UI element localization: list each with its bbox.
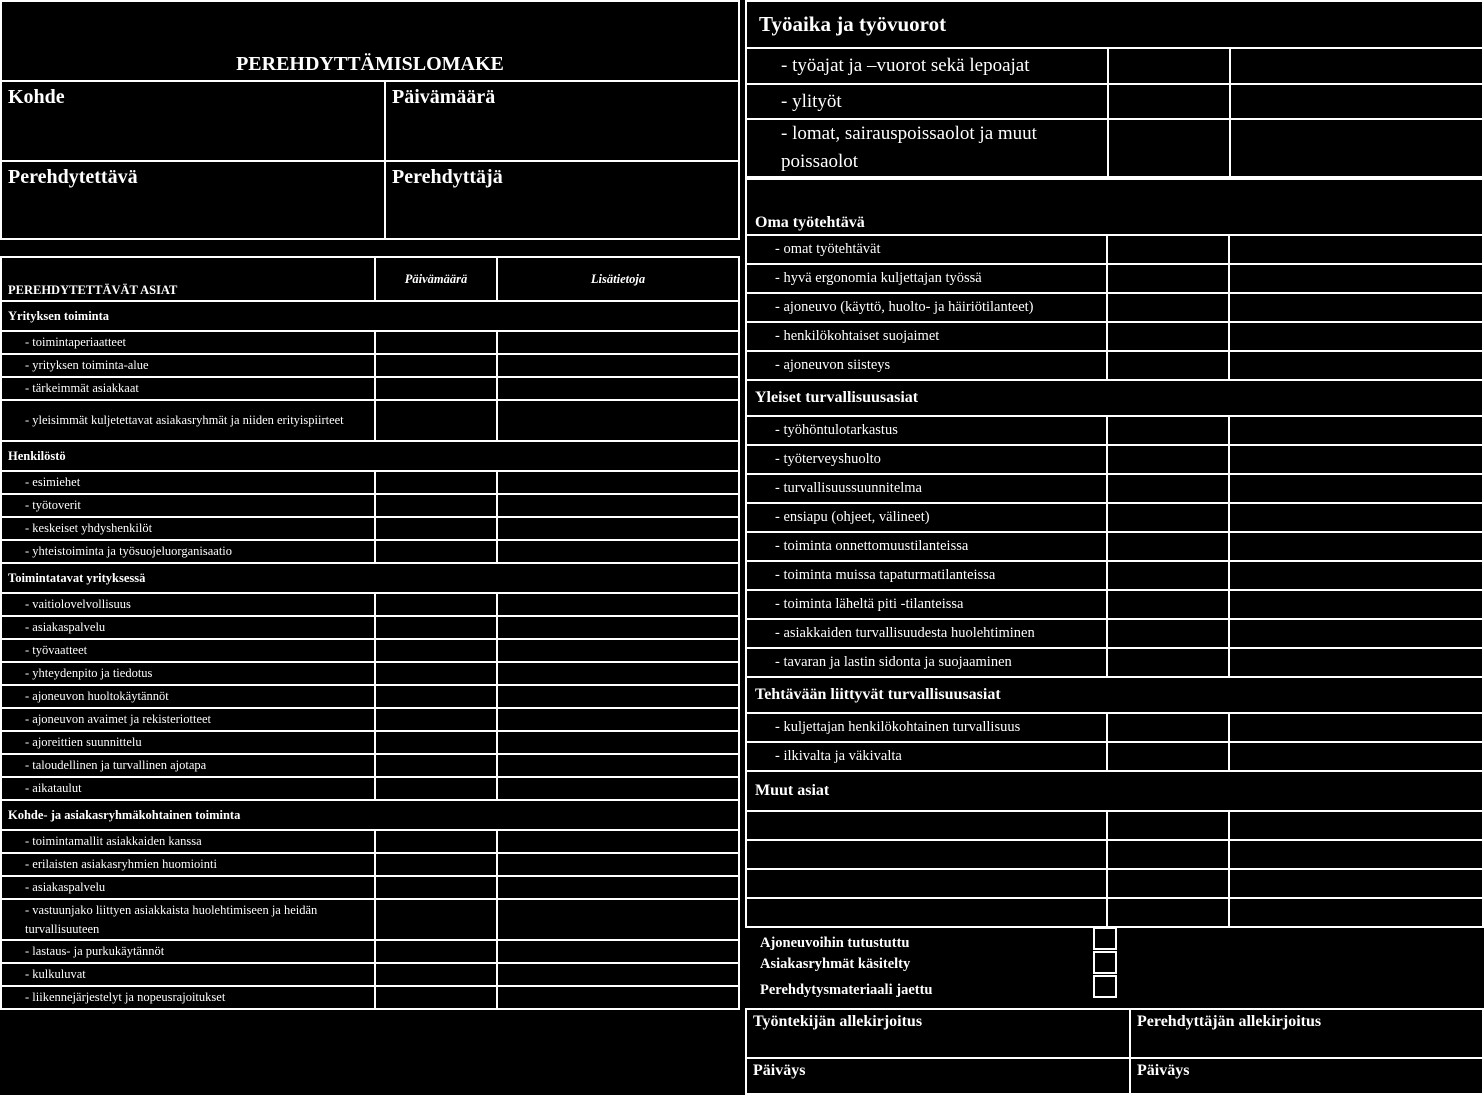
item-label[interactable] [746,898,1107,927]
notes-cell[interactable] [1229,811,1483,840]
kohde-field[interactable]: Kohde [1,81,385,161]
notes-cell[interactable] [1229,322,1483,351]
item-label[interactable] [746,869,1107,898]
item-label: - asiakaspalvelu [1,616,375,639]
table-row [1,471,739,494]
table-row [746,293,1483,322]
table-row [746,898,1483,927]
item-label: - ajoneuvon huoltokäytännöt [1,685,375,708]
notes-cell[interactable] [497,708,739,731]
date-cell[interactable] [375,940,497,963]
table-row [1,853,739,876]
date-cell[interactable] [375,354,497,377]
notes-cell[interactable] [497,777,739,800]
notes-cell[interactable] [497,876,739,899]
section-title: Toimintatavat yrityksessä [1,563,739,593]
perehdyttaja-field[interactable]: Perehdyttäjä [385,161,739,239]
notes-cell[interactable] [497,830,739,853]
date-cell[interactable] [375,853,497,876]
date-cell[interactable] [1108,48,1230,84]
date-cell[interactable] [1107,713,1229,742]
date-cell[interactable] [375,471,497,494]
signature-table [745,1008,1484,1095]
date-cell[interactable] [375,377,497,400]
date-cell[interactable] [375,616,497,639]
table-row [746,811,1483,840]
notes-cell[interactable] [497,400,739,441]
table-row [746,445,1483,474]
notes-cell[interactable] [497,517,739,540]
date-cell[interactable] [375,662,497,685]
page-title: PEREHDYTTÄMISLOMAKE [1,1,739,81]
date-cell[interactable] [375,963,497,986]
item-label: - vaitiolovelvollisuus [1,593,375,616]
notes-cell[interactable] [1229,532,1483,561]
table-row [1,662,739,685]
item-label[interactable] [746,811,1107,840]
notes-cell[interactable] [1230,48,1483,84]
date-cell[interactable] [375,754,497,777]
item-label: - työterveyshuolto [746,445,1107,474]
notes-cell[interactable] [497,540,739,563]
item-label: - toiminta muissa tapaturmatilanteissa [746,561,1107,590]
item-label: - toimintamallit asiakkaiden kanssa [1,830,375,853]
table-row [746,84,1483,119]
date-cell[interactable] [375,331,497,354]
item-label: - hyvä ergonomia kuljettajan työssä [746,264,1107,293]
date-cell[interactable] [1107,869,1229,898]
item-label: - turvallisuussuunnitelma [746,474,1107,503]
right-checklist [745,178,1484,928]
table-row [746,264,1483,293]
table-row [1,331,739,354]
item-label: - taloudellinen ja turvallinen ajotapa [1,754,375,777]
table-row [1,593,739,616]
table-row [1,616,739,639]
table-row [1,708,739,731]
notes-cell[interactable] [1229,898,1483,927]
notes-cell[interactable] [1229,235,1483,264]
table-row [746,619,1483,648]
item-label: - aikataulut [1,777,375,800]
table-row [746,869,1483,898]
notes-cell[interactable] [497,494,739,517]
item-label: - asiakaspalvelu [1,876,375,899]
date-cell[interactable] [1107,648,1229,677]
section-title: Tehtävään liittyvät turvallisuusasiat [746,677,1483,713]
date-cell[interactable] [375,986,497,1009]
notes-cell[interactable] [497,853,739,876]
date-cell[interactable] [1107,351,1229,380]
left-checklist-table [0,256,740,1010]
notes-cell[interactable] [1229,445,1483,474]
item-label: - ensiapu (ohjeet, välineet) [746,503,1107,532]
notes-cell[interactable] [1229,713,1483,742]
section-title: Henkilöstö [1,441,739,471]
notes-cell[interactable] [1229,648,1483,677]
signature-block [745,1008,1484,1095]
item-label: - esimiehet [1,471,375,494]
item-label: - ilkivalta ja väkivalta [746,742,1107,771]
table-row [1,540,739,563]
section-title: Oma työtehtävä [746,179,1483,235]
item-label: - kuljettajan henkilökohtainen turvallisuus [746,713,1107,742]
item-label: - liikennejärjestelyt ja nopeusrajoitukset [1,986,375,1009]
checkbox-ajoneuvot[interactable] [1093,927,1117,950]
section-title: Muut asiat [746,771,1483,811]
header-table [0,0,740,240]
table-row [1,731,739,754]
date-cell[interactable] [1107,293,1229,322]
item-label: - vastuunjako liittyen asiakkaista huolehtimiseen ja heidän turvallisuuteen [1,899,375,940]
notes-cell[interactable] [497,639,739,662]
item-label: - ylityöt [746,84,1108,119]
item-label: - lastaus- ja purkukäytännöt [1,940,375,963]
table-row [1,639,739,662]
item-label: - työvaatteet [1,639,375,662]
item-label: - keskeiset yhdyshenkilöt [1,517,375,540]
table-row [746,713,1483,742]
table-row [1,963,739,986]
item-label: - asiakkaiden turvallisuudesta huolehtiminen [746,619,1107,648]
notes-cell[interactable] [1229,561,1483,590]
date-cell[interactable] [375,494,497,517]
date-cell[interactable] [1107,264,1229,293]
notes-cell[interactable] [497,662,739,685]
table-row [746,590,1483,619]
date-cell[interactable] [1107,235,1229,264]
tyontekija-signature-field[interactable]: Työntekijän allekirjoitus [746,1009,1130,1058]
notes-cell[interactable] [1229,590,1483,619]
notes-cell[interactable] [497,731,739,754]
notes-cell[interactable] [497,754,739,777]
date-cell[interactable] [1107,532,1229,561]
item-label: - yrityksen toiminta-alue [1,354,375,377]
date-cell[interactable] [1108,119,1230,177]
item-label: - toiminta onnettomuustilanteissa [746,532,1107,561]
table-row [1,754,739,777]
section-title: Yrityksen toiminta [1,301,739,331]
notes-cell[interactable] [497,986,739,1009]
item-label: - kulkuluvat [1,963,375,986]
notes-cell[interactable] [497,685,739,708]
table-row [746,235,1483,264]
notes-cell[interactable] [497,377,739,400]
date-cell[interactable] [375,639,497,662]
table-row [1,377,739,400]
item-label: - yhteydenpito ja tiedotus [1,662,375,685]
paivays-field-2[interactable]: Päiväys [1130,1058,1483,1094]
notes-cell[interactable] [497,593,739,616]
tyoaika-block [745,0,1484,178]
perehdyttaja-signature-field[interactable]: Perehdyttäjän allekirjoitus [1130,1009,1483,1058]
table-row [746,48,1483,84]
notes-cell[interactable] [497,940,739,963]
table-row [1,986,739,1009]
table-row [1,685,739,708]
table-row [746,416,1483,445]
date-cell[interactable] [375,899,497,940]
date-cell[interactable] [1107,474,1229,503]
col-header-asiat: PEREHDYTETTÄVÄT ASIAT [1,257,375,301]
item-label: - työajat ja –vuorot sekä lepoajat [746,48,1108,84]
section-title: Yleiset turvallisuusasiat [746,380,1483,416]
notes-cell[interactable] [1229,293,1483,322]
table-row [1,354,739,377]
left-checklist [0,256,740,1010]
notes-cell[interactable] [1230,119,1483,177]
notes-cell[interactable] [1229,619,1483,648]
table-row [1,777,739,800]
date-cell[interactable] [1107,619,1229,648]
perehdytettava-field[interactable]: Perehdytettävä [1,161,385,239]
notes-cell[interactable] [497,963,739,986]
table-row [746,119,1483,177]
notes-cell[interactable] [1229,742,1483,771]
item-label: - erilaisten asiakasryhmien huomiointi [1,853,375,876]
section-title: Kohde- ja asiakasryhmäkohtainen toiminta [1,800,739,830]
date-cell[interactable] [1107,590,1229,619]
tyoaika-table [745,0,1484,178]
table-row [1,494,739,517]
item-label: - ajoneuvo (käyttö, huolto- ja häiriötilanteet) [746,293,1107,322]
notes-cell[interactable] [1229,416,1483,445]
table-row [1,830,739,853]
table-row [746,322,1483,351]
table-row [746,474,1483,503]
notes-cell[interactable] [1229,503,1483,532]
check-label-materiaali: Perehdytysmateriaali jaettu [760,982,933,998]
notes-cell[interactable] [497,616,739,639]
table-row [1,940,739,963]
date-cell[interactable] [375,876,497,899]
date-cell[interactable] [1107,898,1229,927]
item-label: - yleisimmät kuljetettavat asiakasryhmät ja niiden erityispiirteet [1,400,375,441]
check-label-ajoneuvot: Ajoneuvoihin tutustuttu [760,935,910,951]
notes-cell[interactable] [1229,840,1483,869]
item-label: - ajoneuvon avaimet ja rekisteriotteet [1,708,375,731]
item-label: - yhteistoiminta ja työsuojeluorganisaatio [1,540,375,563]
paivays-field-1[interactable]: Päiväys [746,1058,1130,1094]
date-cell[interactable] [1108,84,1230,119]
date-cell[interactable] [1107,811,1229,840]
item-label: - tärkeimmät asiakkaat [1,377,375,400]
date-cell[interactable] [1107,840,1229,869]
table-row [1,876,739,899]
notes-cell[interactable] [1229,869,1483,898]
date-cell[interactable] [375,517,497,540]
date-cell[interactable] [375,708,497,731]
item-label: - ajoreittien suunnittelu [1,731,375,754]
date-cell[interactable] [375,540,497,563]
date-cell[interactable] [375,400,497,441]
table-row [746,840,1483,869]
header-block [0,0,740,240]
notes-cell[interactable] [497,899,739,940]
table-row [746,648,1483,677]
table-row [746,351,1483,380]
item-label: - henkilökohtaiset suojaimet [746,322,1107,351]
date-cell[interactable] [1107,416,1229,445]
table-row [746,503,1483,532]
date-cell[interactable] [375,777,497,800]
notes-cell[interactable] [1229,264,1483,293]
item-label: - työtoverit [1,494,375,517]
table-row [1,517,739,540]
paivamaara-field[interactable]: Päivämäärä [385,81,739,161]
table-row [1,400,739,441]
table-row [746,742,1483,771]
item-label: - ajoneuvon siisteys [746,351,1107,380]
table-row [746,561,1483,590]
notes-cell[interactable] [1229,351,1483,380]
item-label: - toiminta läheltä piti -tilanteissa [746,590,1107,619]
date-cell[interactable] [375,731,497,754]
notes-cell[interactable] [497,331,739,354]
table-row [746,532,1483,561]
date-cell[interactable] [375,685,497,708]
notes-cell[interactable] [497,354,739,377]
item-label: - omat työtehtävät [746,235,1107,264]
date-cell[interactable] [375,830,497,853]
date-cell[interactable] [1107,503,1229,532]
date-cell[interactable] [375,593,497,616]
item-label: - tavaran ja lastin sidonta ja suojaaminen [746,648,1107,677]
item-label: - toimintaperiaatteet [1,331,375,354]
notes-cell[interactable] [497,471,739,494]
notes-cell[interactable] [1230,84,1483,119]
col-header-paivamaara: Päivämäärä [375,257,497,301]
check-label-asiakasryhmat: Asiakasryhmät käsitelty [760,956,911,972]
tyoaika-title: Työaika ja työvuorot [746,1,1483,48]
col-header-lisatietoja: Lisätietoja [497,257,739,301]
right-checklist-table [745,178,1484,928]
notes-cell[interactable] [1229,474,1483,503]
checkbox-materiaali[interactable] [1093,975,1117,998]
item-label: - työhöntulotarkastus [746,416,1107,445]
date-cell[interactable] [1107,445,1229,474]
table-row [1,899,739,940]
checkbox-asiakasryhmat[interactable] [1093,951,1117,974]
item-label[interactable] [746,840,1107,869]
date-cell[interactable] [1107,742,1229,771]
date-cell[interactable] [1107,322,1229,351]
date-cell[interactable] [1107,561,1229,590]
item-label: - lomat, sairauspoissaolot ja muut poissaolot [746,119,1108,177]
